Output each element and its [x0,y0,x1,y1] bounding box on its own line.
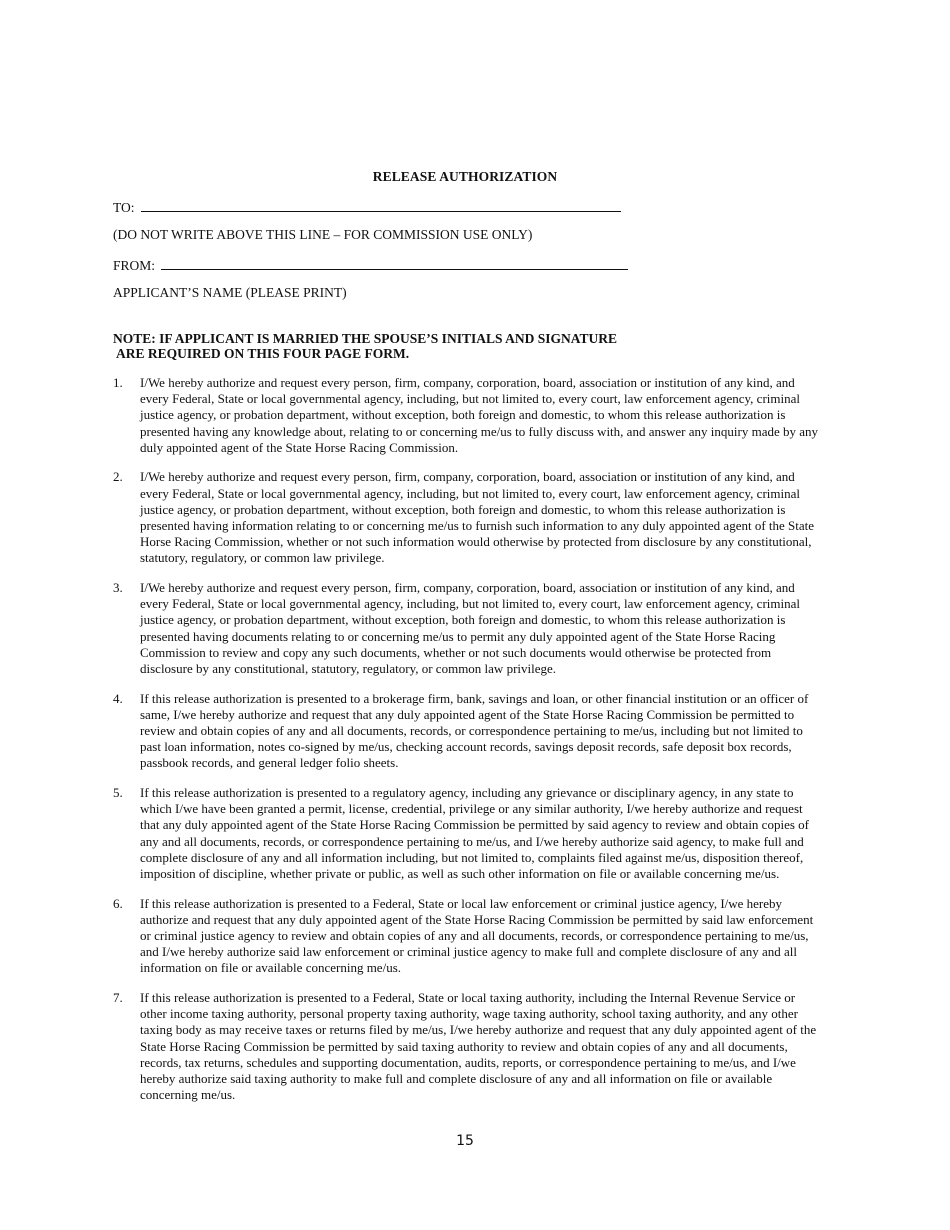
item-text: If this release authorization is presented to a Federal, State or local taxing authority, including the Internal Revenue Service or other income taxing authority, personal property taxing authority, wage taxing authority, school taxing authority, and any other taxing body as may receive taxes or returns filed by me/us, I/we hereby authorize and request that any duly appointed agent of the State Horse Racing Commission be permitted by said taxing authority to review and obtain copies of any and all documents, records, tax returns, schedules and supporting documentation, audits, reports, or correspondence pertaining to me/us, and I/we hereby authorize said taxing authority to make full and complete disclosure of any and all information on file or available concerning me/us. [140,990,817,1103]
item-text: If this release authorization is presented to a brokerage firm, bank, savings and loan, or other financial institution or an officer of same, I/we hereby authorize and request that any duly appointed agent of the State Horse Racing Commission be permitted to review and obtain copies of any and all documents, records, or correspondence pertaining to me/us, including but not limited to past loan information, notes co-signed by me/us, checking account records, savings deposit records, safe deposit box records, passbook records, and general ledger folio sheets. [140,690,809,771]
spouse-note-line-1: NOTE: IF APPLICANT IS MARRIED THE SPOUSE’S INITIALS AND SIGNATURE [113,331,617,346]
item-number: 3. [113,580,123,596]
item-number: 2. [113,469,123,485]
to-blank-line [141,198,621,212]
list-item [113,580,818,677]
list-item [113,785,818,882]
item-text: I/We hereby authorize and request every person, firm, company, corporation, board, association or institution of any kind, and every Federal, State or local governmental agency, including, but not limited to, every court, law enforcement agency, criminal justice agency, or probation department, without exception, both foreign and domestic, to whom this release authorization is presented having information relating to or concerning me/us to furnish such information to any duly appointed agent of the State Horse Racing Commission, whether or not such information would otherwise by protected from disclosure by any constitutional, statutory, regulatory, or common law privilege. [140,469,815,566]
list-item [113,375,818,456]
applicant-name-caption: APPLICANT’S NAME (PLEASE PRINT) [113,285,347,300]
item-number: 7. [113,990,123,1006]
list-item [113,469,818,566]
from-blank-line [161,256,628,270]
item-number: 6. [113,895,123,911]
list-item [113,990,818,1103]
page-number: 15 [456,1133,474,1149]
item-text: If this release authorization is presented to a Federal, State or local law enforcement or criminal justice agency, I/we hereby authorize and request that any duly appointed agent of the State Horse Racing Commission be permitted by said law enforcement or criminal justice agency to review and obtain copies of any and all documents, records, or correspondence pertaining to me/us, and I/we hereby authorize said law enforcement or criminal justice agency to make full and complete disclosure of any and all information on file or available concerning me/us. [140,895,814,976]
item-number: 4. [113,690,123,706]
authorization-list [113,375,818,1117]
from-field [113,256,628,274]
item-text: I/We hereby authorize and request every person, firm, company, corporation, board, association or institution of any kind, and every Federal, State or local governmental agency, including, but not limited to, every court, law enforcement agency, criminal justice agency, or probation department, without exception, both foreign and domestic, to whom this release authorization is presented having documents relating to or concerning me/us to permit any duly appointed agent of the State Horse Racing Commission to review and copy any such documents, whether or not such documents would otherwise be protected from disclosure by any constitutional, statutory, regulatory, or common law privilege. [140,580,800,677]
spouse-note-line-2: ARE REQUIRED ON THIS FOUR PAGE FORM. [116,346,410,361]
from-label: FROM: [113,258,156,273]
to-label: TO: [113,200,135,215]
list-item [113,691,818,772]
to-field [113,198,621,216]
item-text: I/We hereby authorize and request every person, firm, company, corporation, board, association or institution of any kind, and every Federal, State or local governmental agency, including, but not limited to, every court, law enforcement agency, criminal justice agency, or probation department, without exception, both foreign and domestic, to whom this release authorization is presented having any knowledge about, relating to or concerning me/us to fully discuss with, and answer any inquiry made by any duly appointed agent of the State Horse Racing Commission. [140,375,818,455]
document-title: RELEASE AUTHORIZATION [372,169,558,184]
item-text: If this release authorization is presented to a regulatory agency, including any grievance or disciplinary agency, in any state to which I/we have been granted a permit, license, credential, privilege or any similar authority, I/we hereby authorize and request that any duly appointed agent of the State Horse Racing Commission be permitted by said agency to review and obtain copies of any and all documents, records, or correspondence pertaining to me/us, and I/we hereby authorize said agency, to make full and complete disclosure of any and all information including, but not limited to, complaints filed against me/us, disposition thereof, imposition of discipline, whether private or public, as well as such other information on file or available concerning me/us. [140,785,809,882]
item-number: 5. [113,785,123,801]
item-number: 1. [113,375,123,390]
list-item [113,896,818,977]
spouse-note [113,331,713,361]
commission-use-note: (DO NOT WRITE ABOVE THIS LINE – FOR COMMISSION USE ONLY) [113,227,533,242]
